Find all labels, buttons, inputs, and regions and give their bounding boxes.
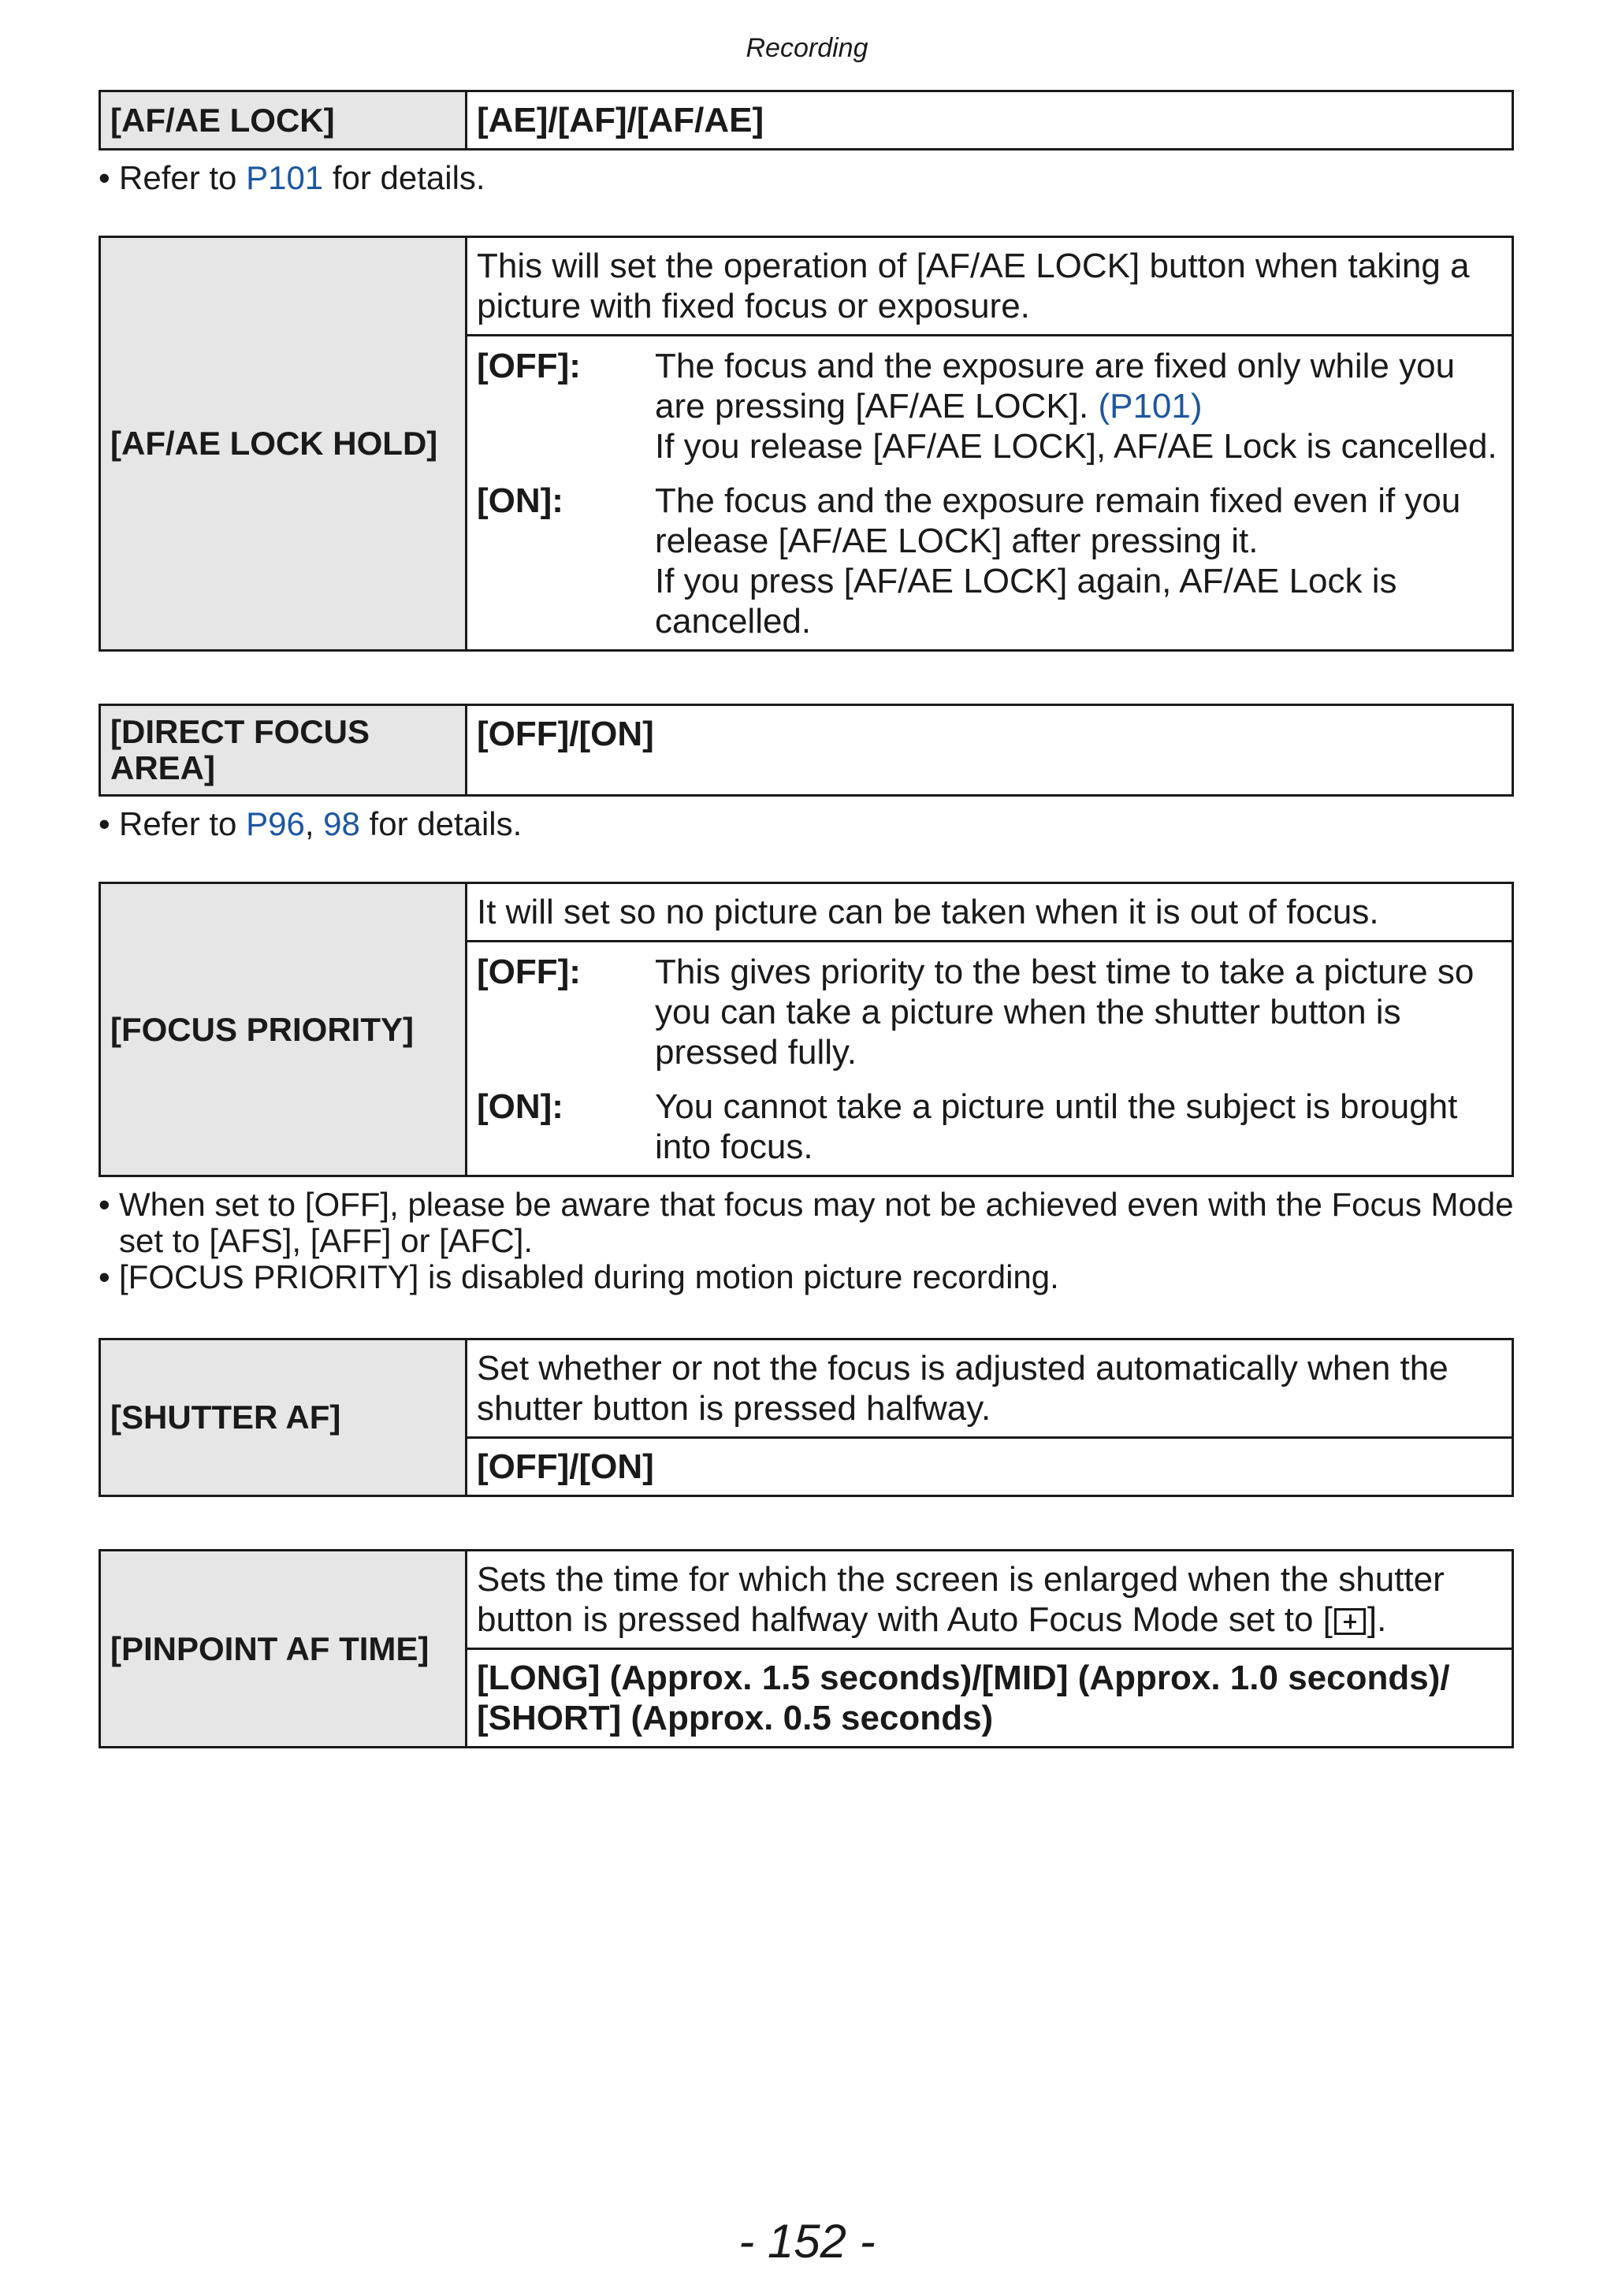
shutter-af-description: Set whether or not the focus is adjusted automatically when the shutter button is pressed halfway.	[467, 1339, 1513, 1438]
option-key: [ON]:	[477, 1087, 563, 1126]
focus-priority-table	[99, 882, 1514, 1177]
pinpoint-af-time-options-line2: [SHORT] (Approx. 0.5 seconds)	[477, 1699, 994, 1737]
afae-lock-options: [AE]/[AF]/[AF/AE]	[467, 91, 1513, 150]
direct-focus-area-note: • Refer to P96, 98 for details.	[99, 806, 1514, 842]
shutter-af-label: [SHUTTER AF]	[100, 1339, 467, 1496]
option-key: [ON]:	[477, 481, 563, 520]
focus-priority-label: [FOCUS PRIORITY]	[100, 883, 467, 1176]
focus-priority-note: • When set to [OFF], please be aware that focus may not be achieved even with the Focus Mode set to [AFS], [AFF] or [AFC].	[99, 1187, 1514, 1259]
afae-lock-hold-table	[99, 236, 1514, 652]
pinpoint-af-icon	[1334, 1608, 1366, 1635]
focus-priority-off-row	[477, 952, 1502, 1072]
afae-lock-hold-off-row	[477, 346, 1502, 466]
page-number: - 152 -	[738, 2215, 876, 2268]
focus-priority-options	[467, 942, 1513, 1176]
focus-priority-notes	[99, 1187, 1514, 1295]
afae-lock-notes	[99, 160, 1514, 196]
option-key: [OFF]:	[477, 953, 581, 991]
section-header: Recording	[746, 33, 868, 63]
pinpoint-af-time-label: [PINPOINT AF TIME]	[100, 1551, 467, 1748]
afae-lock-hold-label: [AF/AE LOCK HOLD]	[100, 237, 467, 651]
option-description: The focus and the exposure are fixed only while you are pressing [AF/AE LOCK]. (P101) If you release [AF/AE LOCK], AF/AE Lock is cancelled.	[655, 347, 1497, 466]
option-description: This gives priority to the best time to take a picture so you can take a picture when the shutter button is pressed fully.	[655, 953, 1475, 1072]
pinpoint-af-time-options	[467, 1649, 1513, 1748]
link-p98[interactable]: 98	[323, 805, 360, 842]
afae-lock-hold-on-row	[477, 481, 1502, 641]
shutter-af-options: [OFF]/[ON]	[467, 1438, 1513, 1496]
afae-lock-table	[99, 90, 1514, 150]
option-description: The focus and the exposure remain fixed even if you release [AF/AE LOCK] after pressing it. If you press [AF/AE LOCK] again, AF/AE Lock is cancelled.	[655, 481, 1461, 641]
direct-focus-area-notes	[99, 806, 1514, 842]
direct-focus-area-table	[99, 704, 1514, 797]
direct-focus-area-label: [DIRECT FOCUS AREA]	[100, 705, 467, 796]
afae-lock-hold-description: This will set the operation of [AF/AE LOCK] button when taking a picture with fixed focus or exposure.	[467, 237, 1513, 336]
pinpoint-af-time-table	[99, 1549, 1514, 1748]
focus-priority-note: • [FOCUS PRIORITY] is disabled during motion picture recording.	[99, 1259, 1514, 1295]
page-content	[99, 90, 1514, 1748]
option-key: [OFF]:	[477, 347, 581, 385]
focus-priority-description: It will set so no picture can be taken when it is out of focus.	[467, 883, 1513, 942]
option-description: You cannot take a picture until the subject is brought into focus.	[655, 1087, 1458, 1166]
afae-lock-label: [AF/AE LOCK]	[100, 91, 467, 150]
link-p96[interactable]: P96	[246, 805, 305, 842]
afae-lock-hold-options	[467, 336, 1513, 651]
focus-priority-on-row	[477, 1087, 1502, 1167]
link-p101-hold[interactable]: (P101)	[1098, 387, 1203, 425]
direct-focus-area-options: [OFF]/[ON]	[467, 705, 1513, 796]
pinpoint-af-time-options-line1: [LONG] (Approx. 1.5 seconds)/[MID] (Approx. 1.0 seconds)/	[477, 1659, 1450, 1697]
pinpoint-af-time-description: Sets the time for which the screen is enlarged when the shutter button is pressed halfway with Auto Focus Mode set to [ ].	[467, 1551, 1513, 1649]
link-p101[interactable]: P101	[246, 159, 324, 196]
shutter-af-table	[99, 1338, 1514, 1497]
afae-lock-note: • Refer to P101 for details.	[99, 160, 1514, 196]
